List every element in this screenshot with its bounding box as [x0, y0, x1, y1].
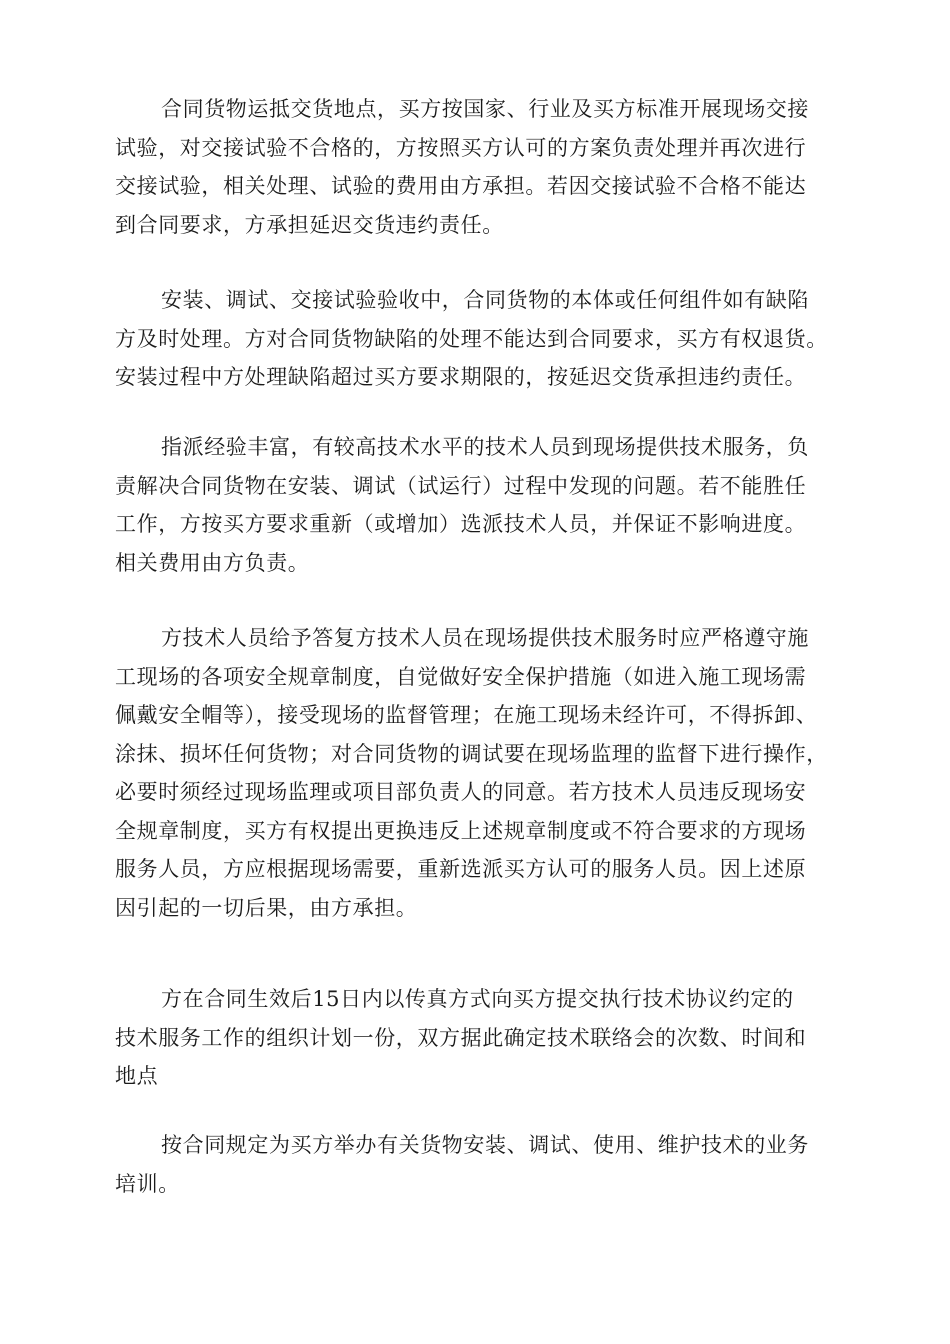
text-line: 培训。: [115, 1171, 180, 1196]
text-line: 佩戴安全帽等），接受现场的监督管理；在施工现场未经许可，不得拆卸、: [115, 703, 818, 727]
text-line: 方技术人员给予答复方技术人员在现场提供技术服务时应严格遵守施: [161, 626, 809, 650]
text-line: 交接试验，相关处理、试验的费用由方承担。若因交接试验不合格不能达: [115, 174, 807, 198]
text-line: 因引起的一切后果，由方承担。: [115, 895, 418, 920]
text-line: 方在合同生效后15日内以传真方式向买方提交执行技术协议约定的: [161, 987, 794, 1011]
text-line: 技术服务工作的组织计划一份，双方据此确定技术联络会的次数、时间和: [115, 1025, 807, 1050]
text-line: 全规章制度，买方有权提出更换违反上述规章制度或不符合要求的方现场: [115, 818, 807, 843]
paragraph-goods-acceptance-test: [115, 90, 840, 244]
text-line: 相关费用由方负责。: [115, 550, 310, 575]
text-line: 责解决合同货物在安装、调试（试运行）过程中发现的问题。若不能胜任: [115, 473, 807, 498]
paragraph-technical-staff-assignment: [115, 428, 840, 582]
text-line: 安装、调试、交接试验验收中，合同货物的本体或任何组件如有缺陷: [161, 288, 809, 312]
text-line: 到合同要求，方承担延迟交货违约责任。: [115, 212, 504, 237]
text-line: 工现场的各项安全规章制度，自觉做好安全保护措施（如进入施工现场需: [115, 664, 807, 689]
paragraph-defect-handling: [115, 281, 840, 397]
text-line: 涂抹、损坏任何货物；对合同货物的调试要在现场监理的监督下进行操作，: [115, 741, 828, 766]
text-line: 服务人员，方应根据现场需要，重新选派买方认可的服务人员。因上述原: [115, 857, 807, 881]
paragraph-site-safety-rules: [115, 619, 840, 927]
text-line: 方及时处理。方对合同货物缺陷的处理不能达到合同要求，买方有权退货。: [115, 326, 828, 351]
text-line: 地点: [115, 1064, 159, 1088]
text-line: 必要时须经过现场监理或项目部负责人的同意。若方技术人员违反现场安: [115, 780, 807, 804]
text-line: 安装过程中方处理缺陷超过买方要求期限的，按延迟交货承担违约责任。: [115, 365, 807, 389]
text-line: 试验，对交接试验不合格的，方按照买方认可的方案负责处理并再次进行: [115, 135, 807, 160]
paragraph-organization-plan: [115, 980, 840, 1096]
paragraph-training: [115, 1126, 840, 1203]
text-line: 指派经验丰富，有较高技术水平的技术人员到现场提供技术服务，负: [161, 435, 809, 459]
text-line: 按合同规定为买方举办有关货物安装、调试、使用、维护技术的业务: [161, 1133, 809, 1157]
text-line: 工作，方按买方要求重新（或增加）选派技术人员，并保证不影响进度。: [115, 512, 807, 536]
text-line: 合同货物运抵交货地点，买方按国家、行业及买方标准开展现场交接: [161, 97, 809, 121]
